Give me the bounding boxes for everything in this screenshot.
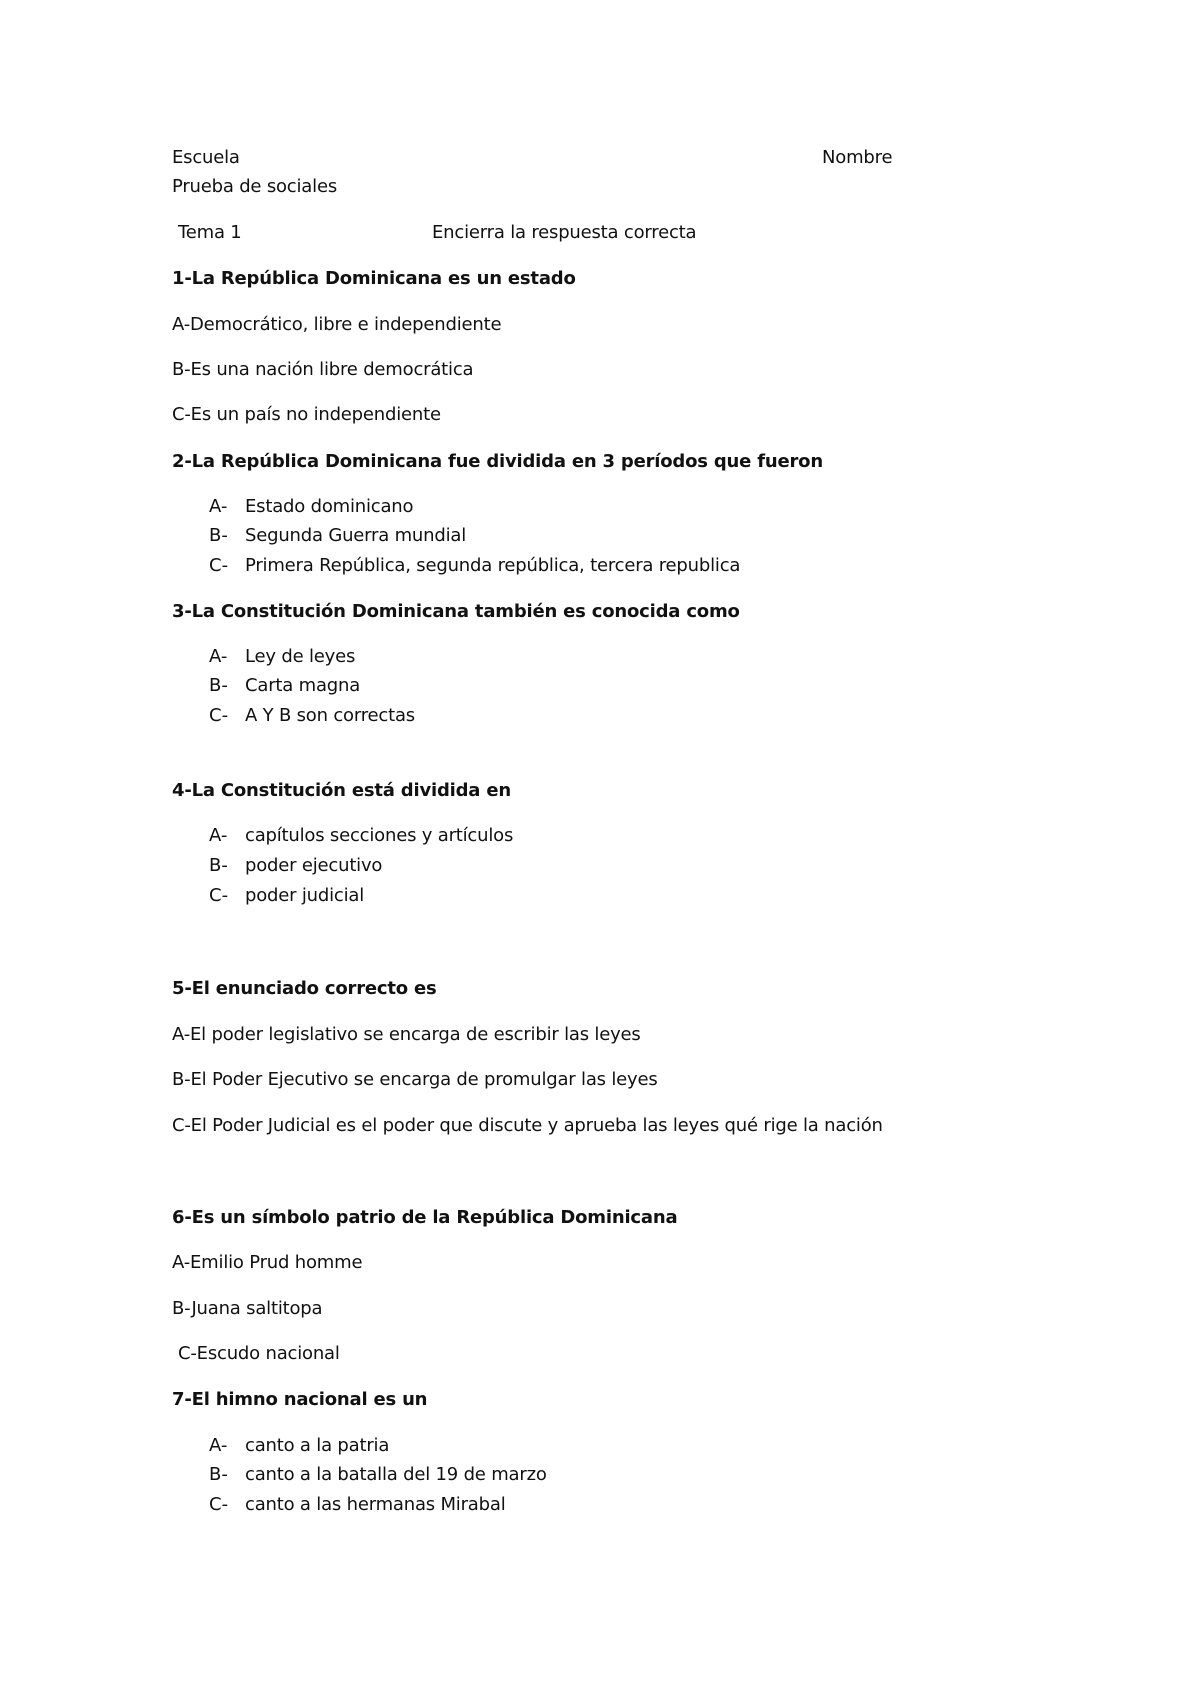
question-5-option-b: B-El Poder Ejecutivo se encarga de promulgar las leyes — [172, 1069, 658, 1090]
question-4-option-a-text: capítulos secciones y artículos — [245, 825, 514, 846]
question-3-option-c-letter: C- — [209, 705, 229, 726]
question-2-option-b-letter: B- — [209, 525, 228, 546]
topic-label: Tema 1 — [178, 222, 242, 243]
question-4-option-a-letter: A- — [209, 825, 228, 846]
question-6-option-a: A-Emilio Prud homme — [172, 1252, 363, 1273]
question-1-option-c: C-Es un país no independiente — [172, 404, 441, 425]
question-1-option-b: B-Es una nación libre democrática — [172, 359, 474, 380]
question-3-option-c-text: A Y B son correctas — [245, 705, 415, 726]
question-4-option-c-letter: C- — [209, 885, 229, 906]
question-1-option-a: A-Democrático, libre e independiente — [172, 314, 502, 335]
question-4-option-b-text: poder ejecutivo — [245, 855, 383, 876]
question-3-option-b-text: Carta magna — [245, 675, 361, 696]
school-label: Escuela — [172, 147, 240, 168]
question-3-option-b-letter: B- — [209, 675, 228, 696]
question-5-option-c: C-El Poder Judicial es el poder que discute y aprueba las leyes qué rige la nación — [172, 1115, 883, 1136]
question-6-prompt: 6-Es un símbolo patrio de la República Dominicana — [172, 1207, 678, 1228]
instruction-text: Encierra la respuesta correcta — [432, 222, 697, 243]
question-2-option-a-letter: A- — [209, 496, 228, 517]
question-4-option-c-text: poder judicial — [245, 885, 365, 906]
name-label: Nombre — [822, 147, 893, 168]
question-7-prompt: 7-El himno nacional es un — [172, 1389, 428, 1410]
question-2-option-b-text: Segunda Guerra mundial — [245, 525, 466, 546]
question-7-option-a-letter: A- — [209, 1435, 228, 1456]
question-3-option-a-text: Ley de leyes — [245, 646, 356, 667]
question-7-option-c-letter: C- — [209, 1494, 229, 1515]
question-4-option-b-letter: B- — [209, 855, 228, 876]
question-7-option-c-text: canto a las hermanas Mirabal — [245, 1494, 506, 1515]
question-6-option-b: B-Juana saltitopa — [172, 1298, 323, 1319]
question-1-prompt: 1-La República Dominicana es un estado — [172, 268, 576, 289]
test-subtitle: Prueba de sociales — [172, 176, 337, 197]
question-2-option-c-letter: C- — [209, 555, 229, 576]
question-2-option-a-text: Estado dominicano — [245, 496, 414, 517]
question-7-option-b-text: canto a la batalla del 19 de marzo — [245, 1464, 547, 1485]
question-7-option-b-letter: B- — [209, 1464, 228, 1485]
question-7-option-a-text: canto a la patria — [245, 1435, 390, 1456]
question-3-option-a-letter: A- — [209, 646, 228, 667]
question-5-option-a: A-El poder legislativo se encarga de escribir las leyes — [172, 1024, 641, 1045]
question-5-prompt: 5-El enunciado correcto es — [172, 978, 437, 999]
question-3-prompt: 3-La Constitución Dominicana también es conocida como — [172, 601, 740, 622]
question-4-prompt: 4-La Constitución está dividida en — [172, 780, 511, 801]
question-2-option-c-text: Primera República, segunda república, tercera republica — [245, 555, 741, 576]
question-2-prompt: 2-La República Dominicana fue dividida en 3 períodos que fueron — [172, 451, 823, 472]
question-6-option-c: C-Escudo nacional — [178, 1343, 340, 1364]
